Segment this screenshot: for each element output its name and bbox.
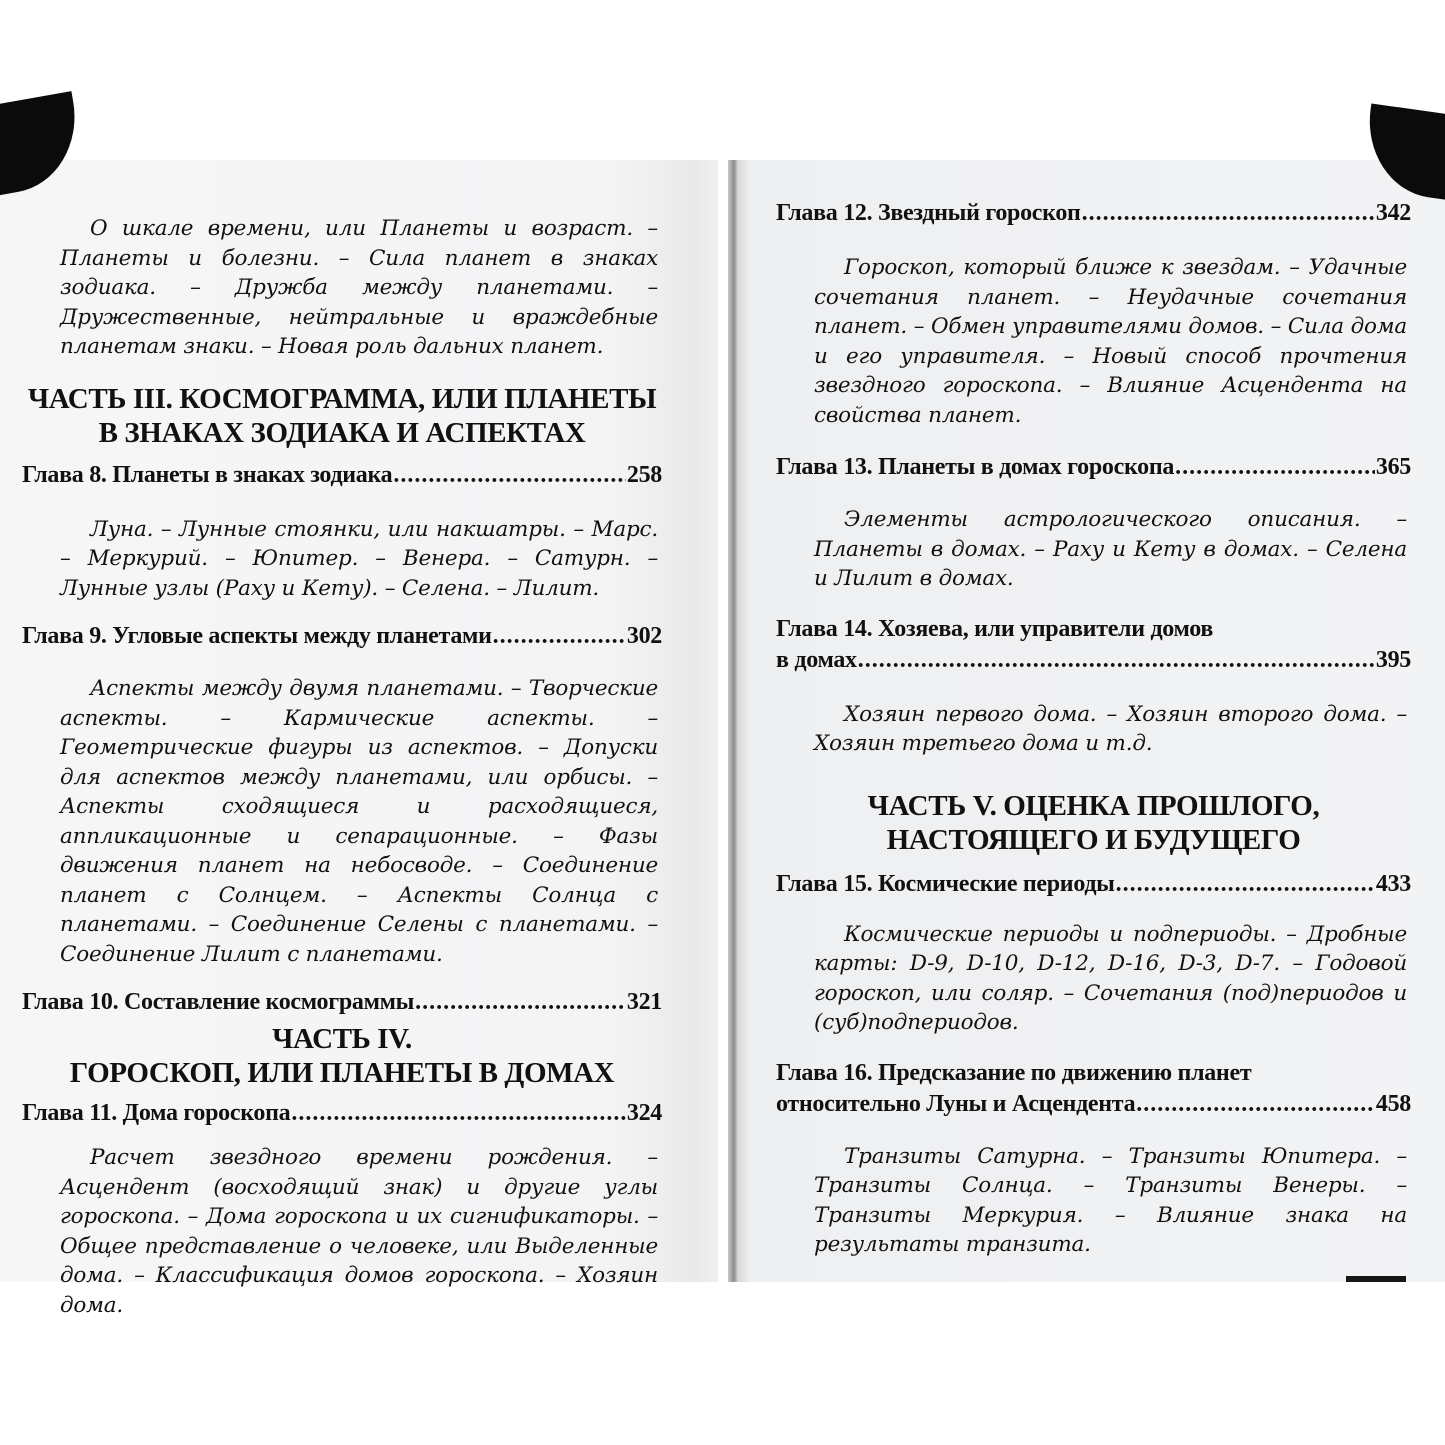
leader-dots xyxy=(1175,452,1375,483)
chapter-16-description: Транзиты Сатурна. – Транзиты Юпитера. – Транзиты Солнца. – Транзиты Венеры. – Транзиты Меркурия. – Влияние знака на результаты транзита. xyxy=(814,1143,1407,1257)
part-3-line2: В ЗНАКАХ ЗОДИАКА И АСПЕКТАХ xyxy=(98,416,586,449)
toc-entry-chapter-15[interactable] xyxy=(776,869,1411,900)
toc-entry-chapter-8[interactable] xyxy=(22,460,662,491)
right-page-contents xyxy=(776,160,1411,1260)
leader-dots xyxy=(1082,198,1375,229)
toc-entry-chapter-11[interactable] xyxy=(22,1098,662,1129)
chapter-14-description: Хозяин первого дома. – Хозяин второго дома. – Хозяин третьего дома и т.д. xyxy=(814,701,1407,756)
part-5-line1: ЧАСТЬ V. ОЦЕНКА ПРОШЛОГО, xyxy=(867,789,1320,822)
part-4-line1: ЧАСТЬ IV. xyxy=(272,1023,412,1055)
toc-entry-chapter-9[interactable] xyxy=(22,621,662,652)
chapter-9-description: Аспекты между двумя планетами. – Творческие аспекты. – Кармические аспекты. – Геометрические фигуры из аспектов. – Допуски для аспектов между планетами, или орбисы. – Аспекты сходящиеся и расходящиеся, аппликационные и сепарационные. – Фазы движения планет на небосводе. – Соединение планет с Солнцем. – Аспекты Солнца с планетами. – Соединение Селены с планетами. – Соединение Лилит с планетами. xyxy=(60,676,658,967)
page-number: 321 xyxy=(626,989,662,1015)
intro-description: О шкале времени, или Планеты и возраст. – Планеты и болезни. – Сила планет в знаках зодиака. – Дружба между планетами. – Дружественные, нейтральные и враждебные планетам знаки. – Новая роль дальних планет. xyxy=(60,216,658,359)
page-number: 433 xyxy=(1375,870,1411,897)
page-number: 342 xyxy=(1375,200,1411,226)
chapter-title: Глава 12. Звездный гороскоп xyxy=(776,200,1081,226)
chapter-title: Глава 8. Планеты в знаках зодиака xyxy=(22,461,393,488)
page-number: 324 xyxy=(626,1100,662,1126)
leader-dots xyxy=(291,1098,626,1129)
chapter-title-line2: относительно Луны и Асцендента xyxy=(776,1090,1136,1117)
leader-dots xyxy=(1136,1089,1375,1120)
chapter-title-line2: в домах xyxy=(776,646,857,673)
leader-dots xyxy=(1116,869,1375,900)
leader-dots xyxy=(493,621,626,652)
page-number: 395 xyxy=(1375,646,1411,673)
toc-entry-chapter-14[interactable] xyxy=(776,614,1411,676)
left-page xyxy=(0,160,718,1318)
chapter-title: Глава 13. Планеты в домах гороскопа xyxy=(776,454,1175,480)
page-edge-mark xyxy=(1346,1276,1406,1282)
leader-dots xyxy=(393,460,626,491)
part-5-line2: НАСТОЯЩЕГО И БУДУЩЕГО xyxy=(886,823,1301,856)
part-4-line2: ГОРОСКОП, ИЛИ ПЛАНЕТЫ В ДОМАХ xyxy=(69,1057,615,1089)
page-number: 258 xyxy=(626,461,662,488)
part-4-heading xyxy=(22,1022,662,1090)
chapter-13-description: Элементы астрологического описания. – Планеты в домах. – Раху и Кету в домах. – Селена и Лилит в домах. xyxy=(814,507,1407,591)
chapter-15-description: Космические периоды и подпериоды. – Дробные карты: D-9, D-10, D-12, D-16, D-3, D-7. – Годовой гороскоп, или соляр. – Сочетания (под)периодов и (суб)подпериодов. xyxy=(814,921,1407,1035)
left-page-contents xyxy=(22,160,662,1320)
toc-entry-chapter-16[interactable] xyxy=(776,1058,1411,1120)
leader-dots xyxy=(415,987,626,1018)
leader-dots xyxy=(858,645,1375,676)
chapter-8-description: Луна. – Лунные стоянки, или накшатры. – Марс. – Меркурий. – Юпитер. – Венера. – Сатурн. – Лунные узлы (Раху и Кету). – Селена. – Лилит. xyxy=(60,516,658,601)
toc-entry-chapter-12[interactable] xyxy=(776,198,1411,229)
chapter-title: Глава 15. Космические периоды xyxy=(776,870,1115,897)
chapter-title: Глава 10. Составление космограммы xyxy=(22,989,415,1015)
toc-entry-chapter-10[interactable] xyxy=(22,987,662,1018)
part-3-heading xyxy=(22,382,662,450)
part-5-heading xyxy=(776,789,1411,857)
chapter-12-description: Гороскоп, который ближе к звездам. – Удачные сочетания планет. – Неудачные сочетания планет. – Обмен управителями домов. – Сила дома и его управителя. – Новый способ прочтения звездного гороскопа. – Влияние Асцендента на свойства планет. xyxy=(814,255,1407,428)
chapter-title-line1: Глава 14. Хозяева, или управители домов xyxy=(776,615,1214,642)
toc-entry-chapter-13[interactable] xyxy=(776,452,1411,483)
book-spread xyxy=(0,160,1445,1318)
page-number: 365 xyxy=(1375,454,1411,480)
chapter-title-line1: Глава 16. Предсказание по движению планет xyxy=(776,1059,1252,1086)
chapter-title: Глава 11. Дома гороскопа xyxy=(22,1100,291,1126)
part-3-line1: ЧАСТЬ III. КОСМОГРАММА, ИЛИ ПЛАНЕТЫ xyxy=(27,382,657,415)
page-number: 458 xyxy=(1375,1090,1411,1117)
chapter-11-description: Расчет звездного времени рождения. – Асцендент (восходящий знак) и другие углы гороскопа. – Дома гороскопа и их сигнификаторы. – Общее представление о человеке, или Выделенные дома. – Классификация домов гороскопа. – Хозяин дома. xyxy=(60,1145,658,1318)
page-number: 302 xyxy=(626,623,662,649)
chapter-title: Глава 9. Угловые аспекты между планетами xyxy=(22,623,492,649)
